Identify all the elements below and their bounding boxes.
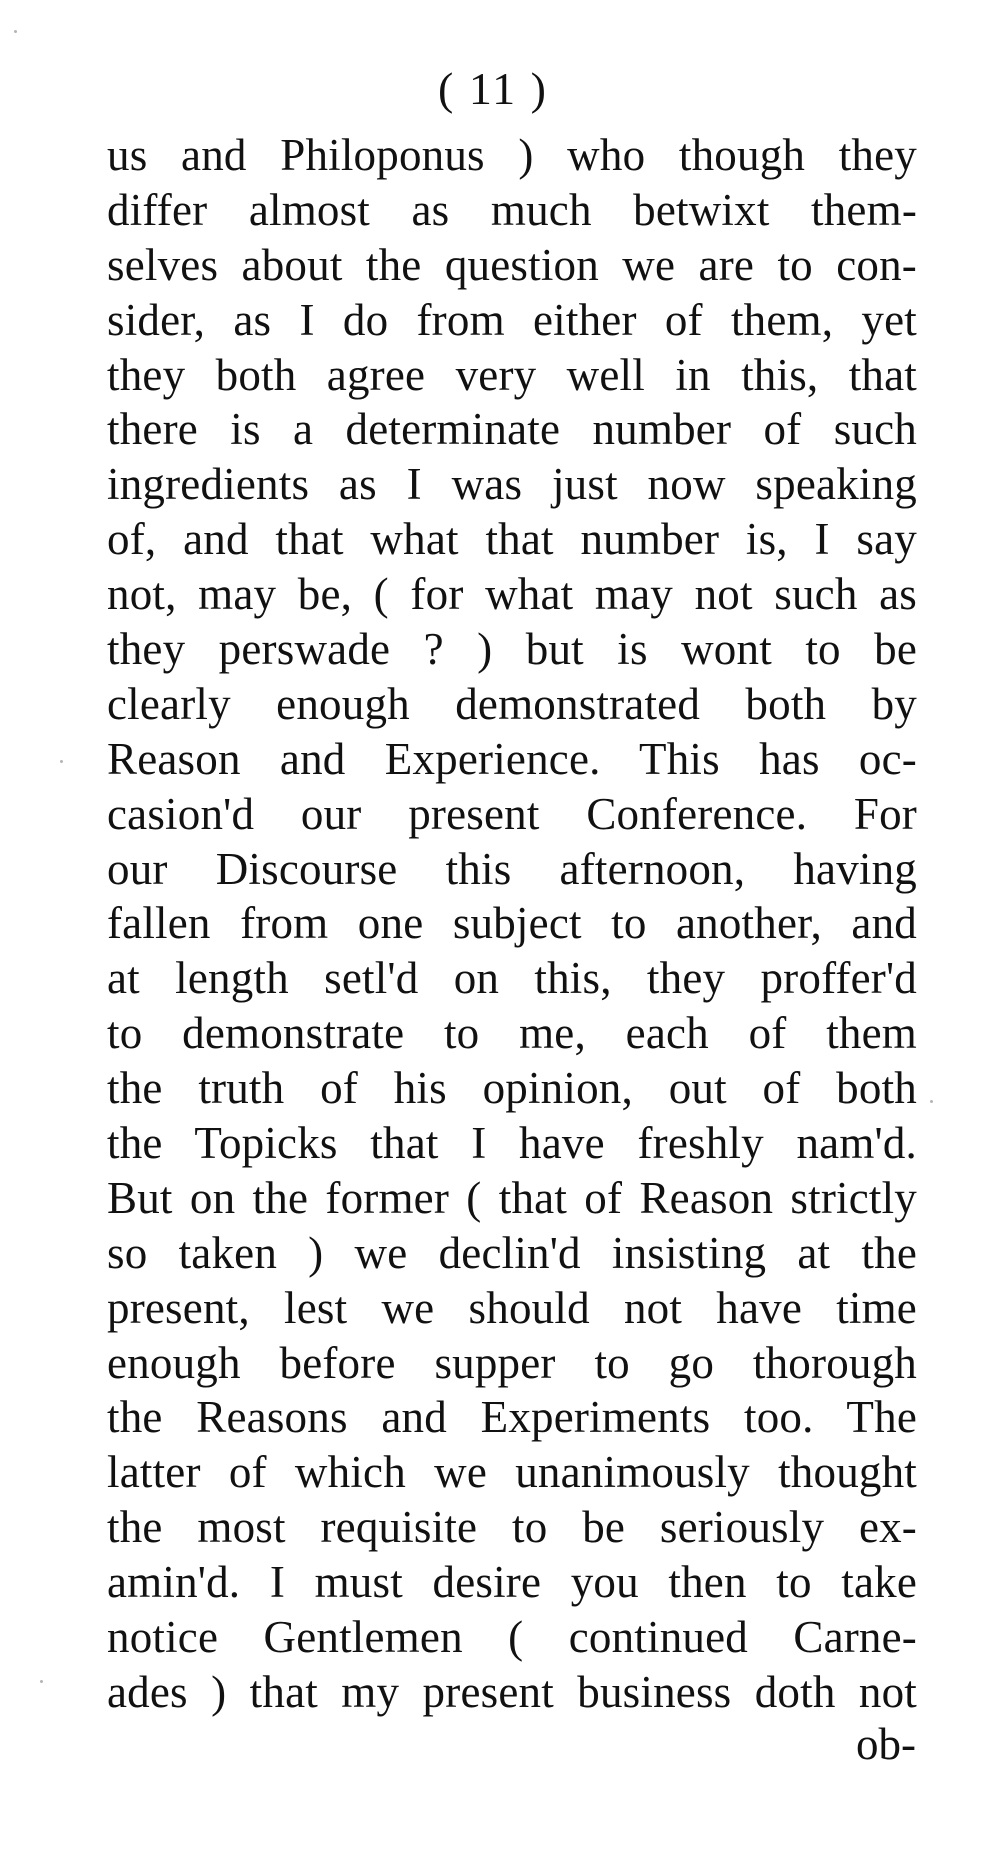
text-line: present, lest we should not have time — [107, 1282, 917, 1333]
text-line: not, may be, ( for what may not such as — [107, 569, 917, 620]
text-line: there is a determinate number of such — [107, 404, 917, 455]
catchword: ob- — [856, 1719, 916, 1769]
text-line: But on the former ( that of Reason strictly — [107, 1172, 917, 1223]
text-line: enough before supper to go thorough — [107, 1337, 917, 1388]
text-line: clearly enough demonstrated both by — [107, 678, 917, 729]
body-text — [107, 128, 917, 1720]
text-line: at length setl'd on this, they proffer'd — [107, 953, 917, 1004]
text-line: Reason and Experience. This has oc- — [107, 733, 917, 784]
text-line: us and Philoponus ) who though they — [107, 130, 917, 180]
text-line: latter of which we unanimously thought — [107, 1447, 917, 1498]
text-line: of, and that what that number is, I say — [107, 514, 917, 565]
paper-speck — [40, 1680, 43, 1683]
text-line: selves about the question we are to con- — [107, 239, 917, 290]
text-line: the most requisite to be seriously ex- — [107, 1502, 917, 1553]
text-line: the Topicks that I have freshly nam'd. — [107, 1118, 917, 1169]
paper-speck — [60, 760, 63, 763]
text-line: casion'd our present Conference. For — [107, 788, 917, 839]
paper-speck — [930, 1100, 933, 1103]
text-line: so taken ) we declin'd insisting at the — [107, 1227, 917, 1278]
text-line: to demonstrate to me, each of them — [107, 1008, 917, 1059]
text-line: ades ) that my present business doth not — [107, 1666, 917, 1717]
page-number: ( 11 ) — [438, 63, 548, 114]
text-line: the Reasons and Experiments too. The — [107, 1392, 917, 1443]
text-line: they perswade ? ) but is wont to be — [107, 624, 917, 675]
text-line: fallen from one subject to another, and — [107, 898, 917, 949]
text-line: ingredients as I was just now speaking — [107, 459, 917, 510]
text-line: differ almost as much betwixt them- — [107, 184, 917, 235]
text-line: the truth of his opinion, out of both — [107, 1063, 917, 1114]
text-line: sider, as I do from either of them, yet — [107, 294, 917, 345]
text-line: notice Gentlemen ( continued Carne- — [107, 1612, 917, 1663]
text-line: they both agree very well in this, that — [107, 349, 917, 400]
text-line: amin'd. I must desire you then to take — [107, 1557, 917, 1608]
text-line: our Discourse this afternoon, having — [107, 843, 917, 894]
paper-speck — [14, 30, 17, 33]
